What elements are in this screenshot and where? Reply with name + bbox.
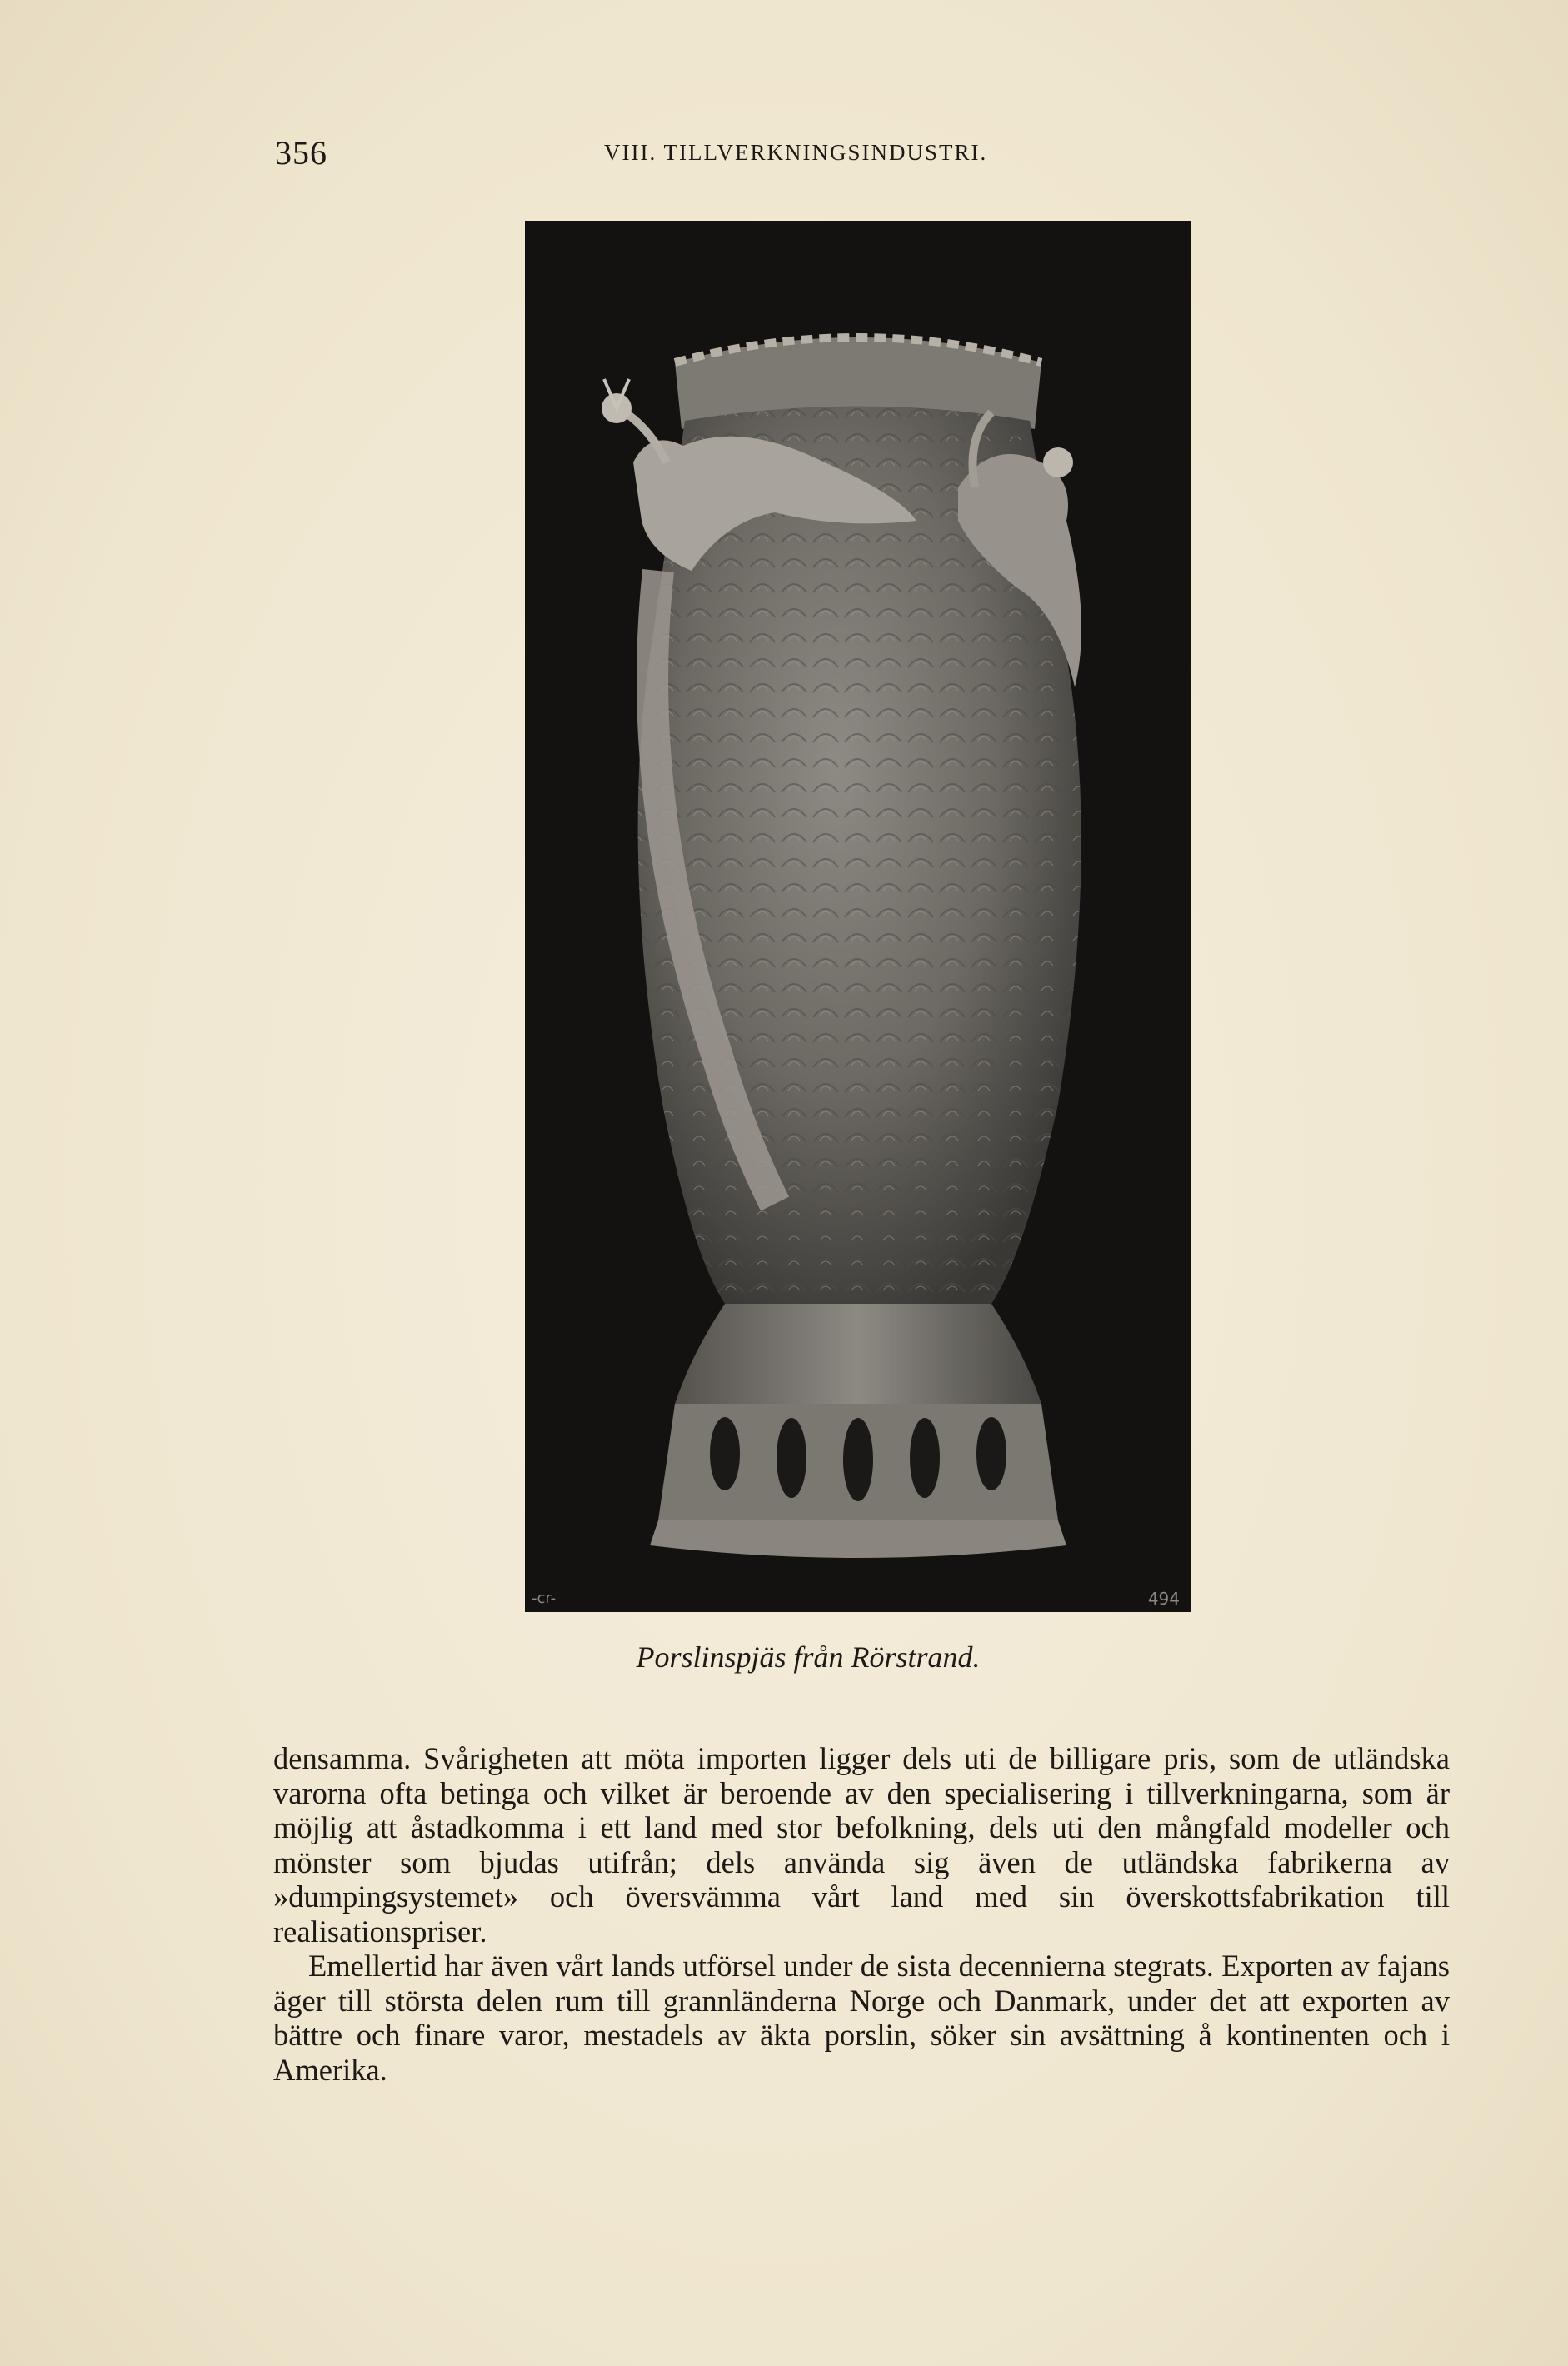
page-number: 356 [275,134,327,172]
plate-mark-right: 494 [1147,1589,1180,1609]
running-head: VIII. TILLVERKNINGSINDUSTRI. [604,140,988,165]
paragraph-2: Emellertid har även vårt lands utförsel under de sista decennierna stegrats. Exporten av fajans äger till största delen rum till grannländerna Norge och Danmark, under det att exporten av bättre och finare varor, mestadels av äkta porslin, söker sin avsättning å kontinenten och i Amerika. [273,1949,1450,2087]
body-text [273,1741,1450,2087]
vase-photograph [525,221,1191,1612]
plate-mark-left: -cr- [532,1590,557,1607]
page-header [275,133,1341,183]
vase-illustration [525,221,1191,1612]
figure-caption: Porslinspjäs från Rörstrand. [636,1640,981,1674]
paragraph-1: densamma. Svårigheten att möta importen ligger dels uti de billigare pris, som de utländska varorna ofta betinga och vilket är beroende av den specialisering i tillverkningarna, som är möjlig att åstadkomma i ett land med stor befolkning, dels uti den mångfald modeller och mönster som bjudas utifrån; dels använda sig även de utländska fabrikerna av »dumpingsystemet» och översvämma vårt land med sin överskottsfabrikation till realisationspriser. [273,1741,1450,1949]
